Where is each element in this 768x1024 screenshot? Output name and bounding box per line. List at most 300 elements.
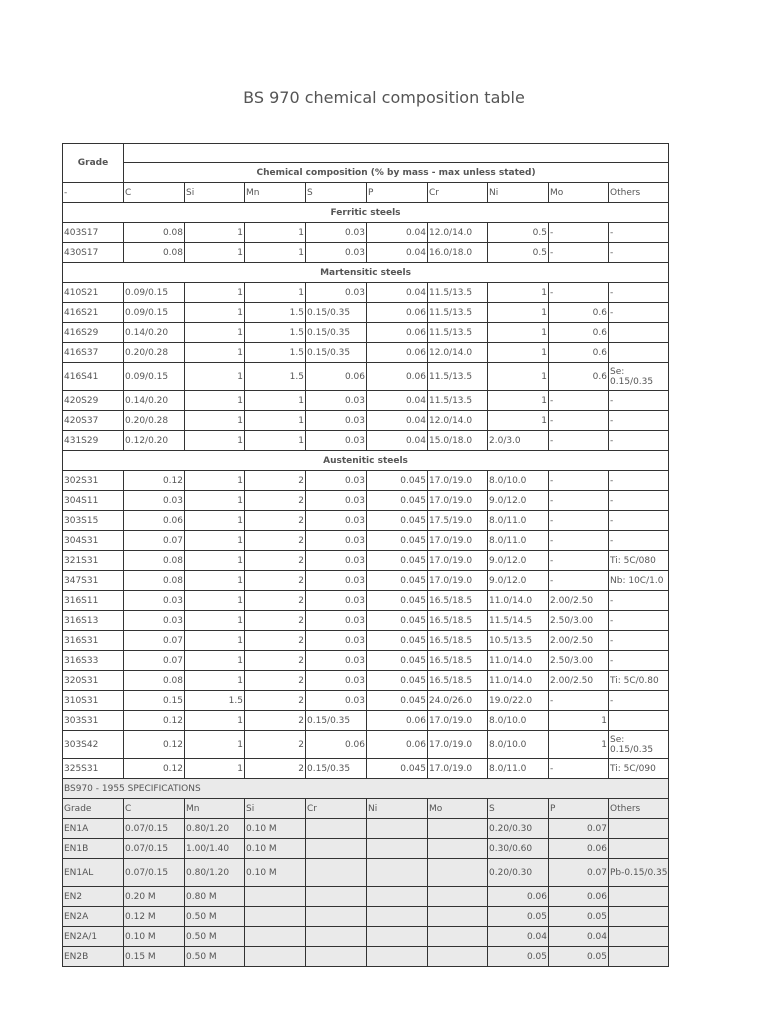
table-cell: 2.00/2.50 [549,591,609,611]
table-cell: 0.03 [306,531,367,551]
composition-table [62,143,669,967]
table-row [63,303,669,323]
table-cell: 1 [245,223,306,243]
header-row-top [63,144,669,163]
table-cell: 0.045 [367,671,428,691]
table-cell: 2 [245,759,306,779]
spec-cell [609,819,669,839]
table-cell: 431S29 [63,431,124,451]
table-cell: - [549,431,609,451]
table-cell: 0.045 [367,651,428,671]
table-cell: 15.0/18.0 [428,431,488,451]
table-cell: 0.045 [367,571,428,591]
table-cell: 0.03 [306,591,367,611]
table-row [63,611,669,631]
spec-column-header: Mn [185,799,245,819]
table-cell: 321S31 [63,551,124,571]
table-cell: 16.5/18.5 [428,591,488,611]
table-cell: 316S33 [63,651,124,671]
spec-cell [245,907,306,927]
spec-row [63,947,669,967]
header-row-chem [63,163,669,183]
table-cell: 8.0/11.0 [488,531,549,551]
table-cell: - [609,611,669,631]
spec-cell: 0.10 M [124,927,185,947]
spec-cell [428,907,488,927]
spec-cell: EN1B [63,839,124,859]
spec-cell: 0.07/0.15 [124,839,185,859]
spec-cell [367,947,428,967]
table-cell: 0.03 [306,671,367,691]
column-header: C [124,183,185,203]
page-title: BS 970 chemical composition table [243,88,525,107]
table-row [63,431,669,451]
chemical-composition-header: Chemical composition (% by mass - max unless stated) [124,163,669,183]
spec-cell: 0.04 [488,927,549,947]
table-cell: 11.0/14.0 [488,651,549,671]
table-cell: 16.5/18.5 [428,611,488,631]
spec-cell: 0.50 M [185,947,245,967]
table-cell: 17.0/19.0 [428,551,488,571]
table-cell: 9.0/12.0 [488,551,549,571]
spec-cell [245,947,306,967]
table-cell: 1.5 [245,343,306,363]
table-cell: - [609,411,669,431]
table-cell: - [609,223,669,243]
section-row [63,451,669,471]
table-cell: 1 [185,491,245,511]
table-cell: 8.0/11.0 [488,511,549,531]
spec-cell [428,927,488,947]
spec-cell [367,839,428,859]
table-cell: 0.03 [306,243,367,263]
table-cell: Nb: 10C/1.0 [609,571,669,591]
table-cell: - [549,691,609,711]
table-cell: 2.0/3.0 [488,431,549,451]
spec-cell [306,839,367,859]
table-cell: - [609,243,669,263]
table-cell: 416S21 [63,303,124,323]
table-cell: 0.03 [306,651,367,671]
table-cell: 303S42 [63,731,124,759]
table-cell [609,711,669,731]
spec-column-header: Grade [63,799,124,819]
table-cell: 11.5/13.5 [428,323,488,343]
table-cell: 11.0/14.0 [488,671,549,691]
grade-header: Grade [63,144,124,183]
table-row [63,243,669,263]
spec-cell: Pb-0.15/0.35 [609,859,669,887]
table-cell: 16.5/18.5 [428,631,488,651]
spec-column-header-row [63,799,669,819]
table-cell: 0.15/0.35 [306,759,367,779]
table-cell: 430S17 [63,243,124,263]
spec-cell: 0.80/1.20 [185,819,245,839]
table-cell: 410S21 [63,283,124,303]
table-cell: 0.03 [306,691,367,711]
table-row [63,759,669,779]
table-cell: 2 [245,651,306,671]
table-cell: 1 [185,411,245,431]
table-cell: 0.03 [306,283,367,303]
table-cell: 316S11 [63,591,124,611]
table-cell: 0.06 [367,303,428,323]
table-cell: 0.045 [367,511,428,531]
table-cell: - [609,651,669,671]
table-cell: 9.0/12.0 [488,571,549,591]
table-cell: 17.5/19.0 [428,511,488,531]
table-cell: 8.0/10.0 [488,731,549,759]
spec-column-header: Cr [306,799,367,819]
table-cell: 1 [245,243,306,263]
spec-column-header: Si [245,799,306,819]
spec-row [63,887,669,907]
table-cell: 0.04 [367,431,428,451]
table-cell: 0.03 [306,631,367,651]
table-cell: 0.045 [367,691,428,711]
table-cell: 0.15/0.35 [306,323,367,343]
spec-cell [609,927,669,947]
table-row [63,391,669,411]
table-cell: 1 [185,591,245,611]
table-cell: - [549,471,609,491]
table-cell: 2 [245,571,306,591]
table-cell: 0.04 [367,391,428,411]
table-cell: 0.045 [367,491,428,511]
table-cell: 17.0/19.0 [428,731,488,759]
spec-row [63,859,669,887]
spec-cell [367,859,428,887]
table-cell: 11.0/14.0 [488,591,549,611]
table-cell: 0.06 [367,711,428,731]
table-cell: 0.6 [549,303,609,323]
table-cell: 0.045 [367,759,428,779]
table-cell: - [549,283,609,303]
table-cell: 17.0/19.0 [428,759,488,779]
table-cell: 1 [245,431,306,451]
spec-cell [306,947,367,967]
table-cell: Se: 0.15/0.35 [609,363,669,391]
table-cell [609,343,669,363]
table-cell: 2 [245,551,306,571]
table-cell: - [609,591,669,611]
table-cell: 2 [245,731,306,759]
table-cell: 0.08 [124,671,185,691]
table-cell: 2 [245,531,306,551]
table-cell: - [609,531,669,551]
spec-cell: 0.05 [549,947,609,967]
table-cell: 19.0/22.0 [488,691,549,711]
spec-cell: 0.10 M [245,819,306,839]
table-cell [609,323,669,343]
table-cell: 11.5/13.5 [428,363,488,391]
table-cell: - [549,391,609,411]
spec-column-header: Mo [428,799,488,819]
table-cell: 1 [185,731,245,759]
table-row [63,283,669,303]
spec-cell: 0.20/0.30 [488,819,549,839]
table-cell: Ti: 5C/090 [609,759,669,779]
section-title: Martensitic steels [63,263,669,283]
table-cell: 0.045 [367,591,428,611]
spec-cell [367,907,428,927]
spec-cell [306,887,367,907]
spec-cell: 0.10 M [245,839,306,859]
table-cell: 420S37 [63,411,124,431]
spec-title: BS970 - 1955 SPECIFICATIONS [63,779,669,799]
spec-cell: EN2 [63,887,124,907]
spec-row [63,907,669,927]
table-cell: 0.04 [367,411,428,431]
table-cell: - [609,491,669,511]
table-row [63,671,669,691]
table-cell: 0.12 [124,711,185,731]
table-cell: 1 [245,411,306,431]
table-row [63,631,669,651]
table-cell: 1 [185,511,245,531]
spec-column-header: Ni [367,799,428,819]
table-cell: 1.5 [245,323,306,343]
spec-cell: 0.15 M [124,947,185,967]
table-cell: 2 [245,671,306,691]
table-cell: 0.15/0.35 [306,711,367,731]
table-cell: 1 [185,303,245,323]
table-cell: 0.08 [124,551,185,571]
table-cell: 1 [488,411,549,431]
table-cell: 0.045 [367,551,428,571]
table-cell: 1 [185,531,245,551]
table-cell: - [609,283,669,303]
table-cell: 316S13 [63,611,124,631]
table-cell: Ti: 5C/080 [609,551,669,571]
spec-title-row [63,779,669,799]
table-cell: 416S37 [63,343,124,363]
column-header: Cr [428,183,488,203]
spec-cell [306,927,367,947]
table-cell: 0.03 [124,611,185,631]
spec-cell [428,859,488,887]
table-cell: 0.04 [367,223,428,243]
table-cell: 17.0/19.0 [428,571,488,591]
section-title: Austenitic steels [63,451,669,471]
table-cell: 2 [245,631,306,651]
section-row [63,203,669,223]
table-cell: 0.03 [306,511,367,531]
column-header: Si [185,183,245,203]
table-cell: 1 [185,571,245,591]
column-header: Others [609,183,669,203]
table-cell: 1 [488,323,549,343]
section-row [63,263,669,283]
spec-cell: EN1AL [63,859,124,887]
table-cell: - [609,303,669,323]
table-cell: 17.0/19.0 [428,711,488,731]
table-cell: - [609,391,669,411]
table-cell: 0.03 [306,611,367,631]
table-cell: 1 [185,343,245,363]
table-cell: 0.045 [367,531,428,551]
table-row [63,411,669,431]
table-cell: 1 [185,283,245,303]
table-cell: 1 [185,323,245,343]
table-cell: 1.5 [245,363,306,391]
table-cell: 0.09/0.15 [124,283,185,303]
table-cell: 316S31 [63,631,124,651]
table-cell: 2.00/2.50 [549,631,609,651]
table-cell: 11.5/13.5 [428,391,488,411]
spec-cell: 0.30/0.60 [488,839,549,859]
table-cell: 310S31 [63,691,124,711]
table-cell: 325S31 [63,759,124,779]
spec-cell [428,887,488,907]
table-row [63,323,669,343]
table-cell: 347S31 [63,571,124,591]
table-cell: 1 [185,243,245,263]
spec-cell: 0.07/0.15 [124,819,185,839]
table-cell: 0.07 [124,531,185,551]
spec-cell: 0.20 M [124,887,185,907]
column-header: Ni [488,183,549,203]
table-cell: 1.5 [185,691,245,711]
table-cell: 0.15/0.35 [306,343,367,363]
table-cell: 0.03 [306,491,367,511]
spec-cell [428,819,488,839]
table-cell: 0.14/0.20 [124,323,185,343]
table-cell: 1 [185,471,245,491]
spec-cell: EN2A/1 [63,927,124,947]
spec-column-header: S [488,799,549,819]
table-cell: 0.03 [306,551,367,571]
spec-cell: 0.06 [488,887,549,907]
spec-cell [609,907,669,927]
table-cell: 0.03 [124,591,185,611]
table-cell: 416S41 [63,363,124,391]
table-cell: 2 [245,491,306,511]
spec-cell: EN2B [63,947,124,967]
table-cell: 0.04 [367,283,428,303]
spec-cell [367,927,428,947]
spec-cell: EN2A [63,907,124,927]
spec-cell: 0.80 M [185,887,245,907]
column-header: Mn [245,183,306,203]
table-cell: 1 [185,671,245,691]
table-cell: 304S31 [63,531,124,551]
table-cell: 17.0/19.0 [428,491,488,511]
table-cell: - [549,223,609,243]
table-cell: 0.045 [367,611,428,631]
table-cell: 1 [185,551,245,571]
table-row [63,651,669,671]
table-cell: 10.5/13.5 [488,631,549,651]
spec-cell [609,887,669,907]
table-cell: - [549,491,609,511]
spec-column-header: C [124,799,185,819]
table-cell: 0.12/0.20 [124,431,185,451]
table-cell: 0.6 [549,363,609,391]
table-cell: 0.03 [306,431,367,451]
table-cell: - [549,511,609,531]
table-body [63,144,669,967]
table-cell: 0.03 [306,571,367,591]
table-cell: 420S29 [63,391,124,411]
table-cell: 0.08 [124,223,185,243]
table-cell: 0.06 [306,363,367,391]
table-cell: 1 [185,391,245,411]
table-row [63,731,669,759]
table-cell: 1 [185,759,245,779]
table-row [63,551,669,571]
table-row [63,363,669,391]
table-cell: 1 [185,711,245,731]
table-cell: 0.03 [306,471,367,491]
spec-row [63,839,669,859]
table-cell: 12.0/14.0 [428,223,488,243]
table-cell: 0.04 [367,243,428,263]
table-cell: 8.0/10.0 [488,471,549,491]
table-cell: 0.03 [124,491,185,511]
table-cell: 304S11 [63,491,124,511]
column-header: - [63,183,124,203]
table-cell: 9.0/12.0 [488,491,549,511]
table-cell: 303S31 [63,711,124,731]
table-cell: 1 [185,363,245,391]
table-cell: 2 [245,471,306,491]
table-cell: 0.20/0.28 [124,343,185,363]
table-cell: 0.15/0.35 [306,303,367,323]
table-cell: 2.50/3.00 [549,651,609,671]
spec-cell [245,927,306,947]
spec-cell [306,819,367,839]
table-cell: - [609,431,669,451]
table-cell: 1 [488,391,549,411]
column-header-row [63,183,669,203]
table-cell: 0.09/0.15 [124,363,185,391]
table-cell: - [549,551,609,571]
spec-column-header: Others [609,799,669,819]
table-cell: 8.0/11.0 [488,759,549,779]
table-cell: - [609,631,669,651]
table-row [63,691,669,711]
spec-cell: 0.80/1.20 [185,859,245,887]
table-cell: 1 [185,431,245,451]
table-cell: - [609,471,669,491]
table-cell: 303S15 [63,511,124,531]
table-cell: 2 [245,511,306,531]
spec-cell [245,887,306,907]
spec-cell [609,839,669,859]
table-cell: 16.0/18.0 [428,243,488,263]
table-cell: 0.12 [124,471,185,491]
table-cell: 1 [549,731,609,759]
table-cell: 0.07 [124,631,185,651]
table-row [63,711,669,731]
table-cell: 0.06 [367,731,428,759]
table-cell: 1 [488,303,549,323]
table-cell: 2 [245,691,306,711]
spec-cell: 0.07 [549,819,609,839]
table-cell: 0.12 [124,731,185,759]
table-row [63,571,669,591]
table-cell: 16.5/18.5 [428,651,488,671]
table-cell: - [549,411,609,431]
table-cell: 416S29 [63,323,124,343]
table-cell: 2 [245,611,306,631]
table-cell: 1 [185,651,245,671]
table-cell: 1 [245,391,306,411]
spec-cell: 0.10 M [245,859,306,887]
table-cell: 0.15 [124,691,185,711]
table-cell: 1 [245,283,306,303]
